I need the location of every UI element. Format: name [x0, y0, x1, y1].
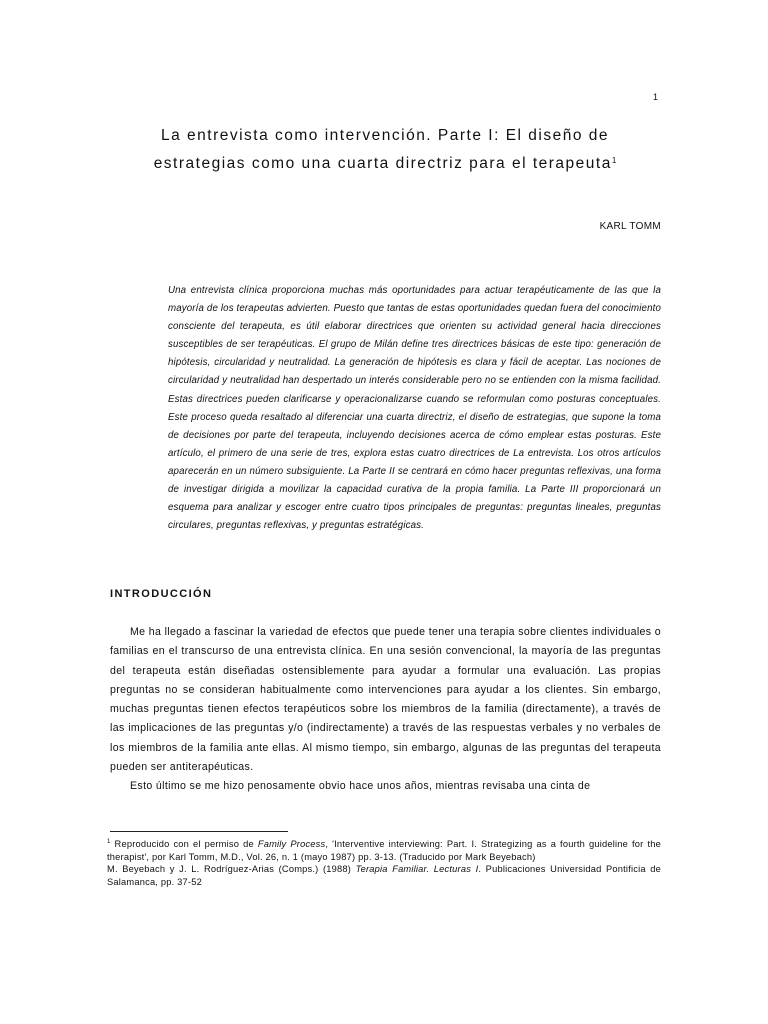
body-text [110, 623, 661, 797]
footnote-divider [110, 831, 288, 832]
paragraph: Me ha llegado a fascinar la variedad de efectos que puede tener una terapia sobre clientes individuales o familias en el transcurso de una entrevista clínica. En una sesión convencional, la mayoría de las preguntas del terapeuta están diseñadas ostensiblemente para ayudar a formular una evaluación. Las propias preguntas no se consideran habitualmente como intervenciones para ayudar a los clientes. Sin embargo, muchas preguntas tienen efectos terapéuticos sobre los miembros de la familia (directamente), a través de las implicaciones de las preguntas y/o (indirectamente) a través de las respuestas verbales y no verbales de los miembros de la familia ante ellas. Al mismo tiempo, sin embargo, algunas de las preguntas del terapeuta pueden ser antiterapéuticas. [110, 626, 661, 774]
footnote-line-2: M. Beyebach y J. L. Rodríguez-Arias (Comps.) (1988) Terapia Familiar. Lecturas I. Publicaciones Universidad Pontificia de Salamanca, pp. 37-52 [107, 864, 661, 887]
title-line-1: La entrevista como intervención. Parte I: El diseño de [160, 127, 610, 144]
footnote-line-1: $^1$ Reproducido con el permiso de Family Process, 'Interventive interviewing: Part. I. Strategizing as a fourth guideline for the therapist', por Karl Tomm, M.D., Vol. 26, n. 1 (mayo 1987) pp. 3-13. (Traducido por Mark Beyebach) [107, 839, 661, 862]
author-name: KARL TOMM [599, 221, 661, 232]
document-title [110, 122, 660, 178]
title-footnote-mark[interactable]: 1 [611, 156, 617, 165]
book-title: Terapia Familiar. Lecturas I [355, 864, 479, 875]
page-number: 1 [652, 92, 658, 102]
footnote-mark: 1 [107, 839, 111, 845]
footnote [107, 836, 661, 888]
title-line-2: estrategias como una cuarta directriz para el terapeuta$^1$ [153, 155, 617, 172]
abstract: Una entrevista clínica proporciona muchas más oportunidades para actuar terapéuticamente de las que la mayoría de los terapeutas advierten. Puesto que tantas de estas oportunidades quedan fuera del conocimiento consciente del terapeuta, es útil elaborar directrices que orienten su actividad general hacia direcciones susceptibles de ser terapéuticas. El grupo de Milán define tres directrices básicas de este tipo: generación de hipótesis, circularidad y neutralidad. La generación de hipótesis es clara y fácil de aceptar. Las nociones de circularidad y neutralidad han despertado un interés considerable pero no se entienden con la misma facilidad. Estas directrices pueden clarificarse y operacionalizarse cuando se reformulan como posturas conceptuales. Este proceso queda resaltado al diferenciar una cuarta directriz, el diseño de estrategias, que supone la toma de decisiones por parte del terapeuta, incluyendo decisiones acerca de cómo emplear estas posturas. Este artículo, el primero de una serie de tres, explora estas cuatro directrices de La entrevista. Los otros artículos aparecerán en un número subsiguiente. La Parte II se centrará en cómo hacer preguntas reflexivas, una forma de investigar dirigida a movilizar la capacidad curativa de la propia familia. La Parte III proporcionará un esquema para analizar y escoger entre cuatro tipos principales de preguntas: preguntas lineales, preguntas circulares, preguntas reflexivas, y preguntas estratégicas. [168, 285, 661, 532]
journal-name: Family Process [257, 839, 326, 850]
paragraph: Esto último se me hizo penosamente obvio hace unos años, mientras revisaba una cinta de [130, 780, 591, 793]
section-heading: INTRODUCCIÓN [110, 588, 213, 600]
